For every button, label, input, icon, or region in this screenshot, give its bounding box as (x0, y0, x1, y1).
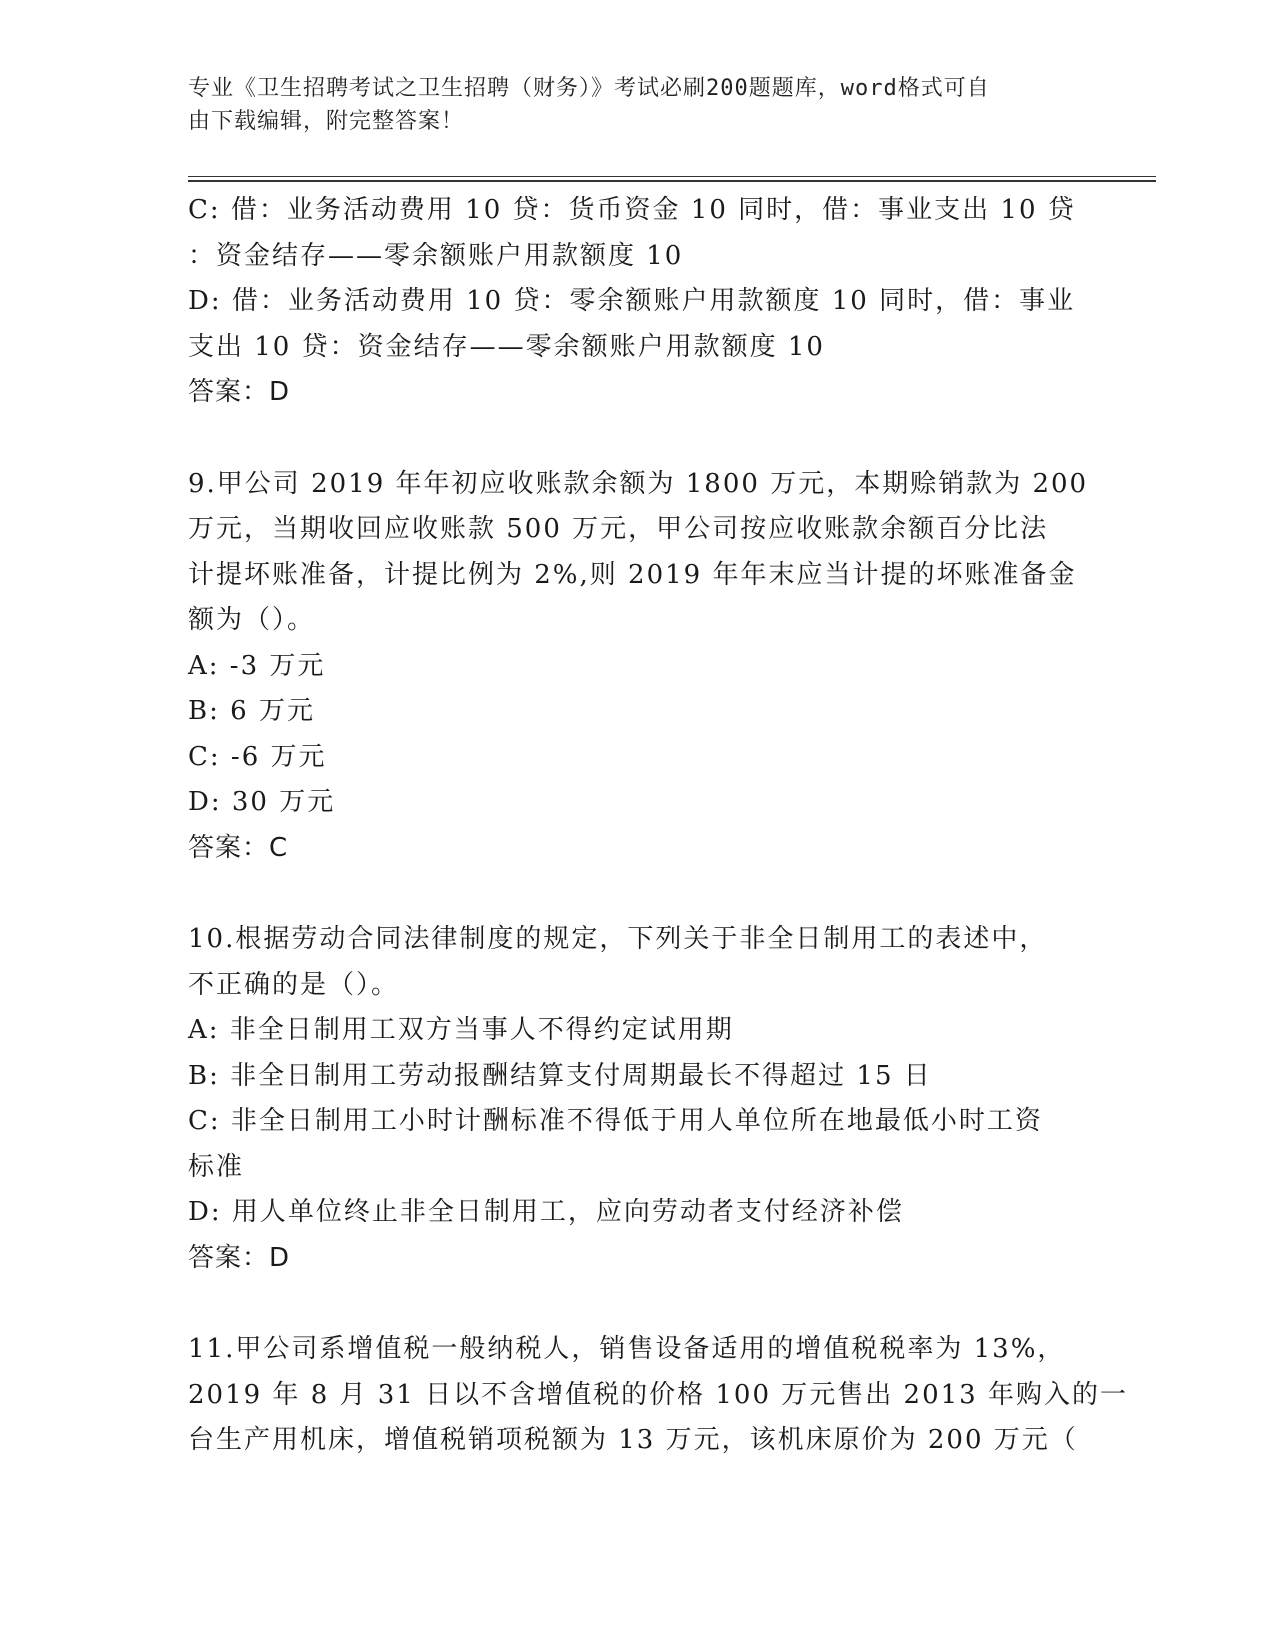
option-c: C: -6 万元 (188, 741, 327, 772)
option-b: B: 非全日制用工劳动报酬结算支付周期最长不得超过 15 日 (188, 1060, 932, 1091)
option-b: B: 6 万元 (188, 696, 315, 726)
header-divider-thin (188, 176, 1156, 177)
header-title-line-2: 由下载编辑，附完整答案！ (188, 109, 465, 134)
answer-line: 答案：D (188, 1242, 291, 1273)
option-c-line-2: ：资金结存——零余额账户用款额度 10 (188, 240, 684, 271)
question-spacer (188, 416, 1088, 462)
question-stem-line-4: 额为（）。 (188, 605, 316, 635)
question-spacer (188, 1281, 1088, 1327)
question-stem-line-1: 10.根据劳动合同法律制度的规定，下列关于非全日制用工的表述中， (188, 924, 1048, 954)
option-d-line-2: 支出 10 贷：资金结存——零余额账户用款额度 10 (188, 331, 825, 362)
header-title-line-1: 专业《卫生招聘考试之卫生招聘（财务）》考试必刷200题题库，word格式可自 (188, 76, 990, 101)
option-d-line-1: D: 借：业务活动费用 10 贷：零余额账户用款额度 10 同时，借：事业 (188, 286, 1076, 316)
question-stem-line-3: 计提坏账准备，计提比例为 2%,则 2019 年年末应当计提的坏账准备金 (188, 559, 1077, 590)
option-d: D: 30 万元 (188, 787, 336, 817)
question-stem-line-1: 11.甲公司系增值税一般纳税人，销售设备适用的增值税税率为 13%， (188, 1334, 1066, 1364)
answer-line: 答案：D (188, 377, 291, 407)
question-stem-line-2: 万元，当期收回应收账款 500 万元，甲公司按应收账款余额百分比法 (188, 514, 1049, 544)
header-divider-thick (188, 180, 1156, 182)
option-a: A: -3 万元 (188, 650, 326, 681)
question-spacer (188, 871, 1088, 917)
question-10 (188, 917, 1088, 1281)
question-stem-line-2: 2019 年 8 月 31 日以不含增值税的价格 100 万元售出 2013 年购入的一 (188, 1379, 1128, 1410)
option-c-line-1: C: 非全日制用工小时计酬标准不得低于用人单位所在地最低小时工资 (188, 1106, 1043, 1136)
question-stem-line-1: 9.甲公司 2019 年年初应收账款余额为 1800 万元，本期赊销款为 200 (188, 468, 1089, 499)
question-8-continued (188, 188, 1088, 416)
question-9 (188, 462, 1088, 872)
document-body (188, 188, 1128, 1464)
document-header (188, 72, 1068, 138)
option-d: D: 用人单位终止非全日制用工，应向劳动者支付经济补偿 (188, 1197, 904, 1227)
option-c-line-1: C: 借：业务活动费用 10 贷：货币资金 10 同时，借：事业支出 10 贷 (188, 195, 1076, 225)
answer-line: 答案：C (188, 832, 289, 863)
question-11 (188, 1327, 1128, 1464)
option-c-line-2: 标准 (188, 1151, 245, 1182)
question-stem-line-3: 台生产用机床，增值税销项税额为 13 万元，该机床原价为 200 万元（ (188, 1425, 1078, 1455)
option-a: A: 非全日制用工双方当事人不得约定试用期 (188, 1015, 734, 1045)
question-stem-line-2: 不正确的是（）。 (188, 969, 400, 1000)
